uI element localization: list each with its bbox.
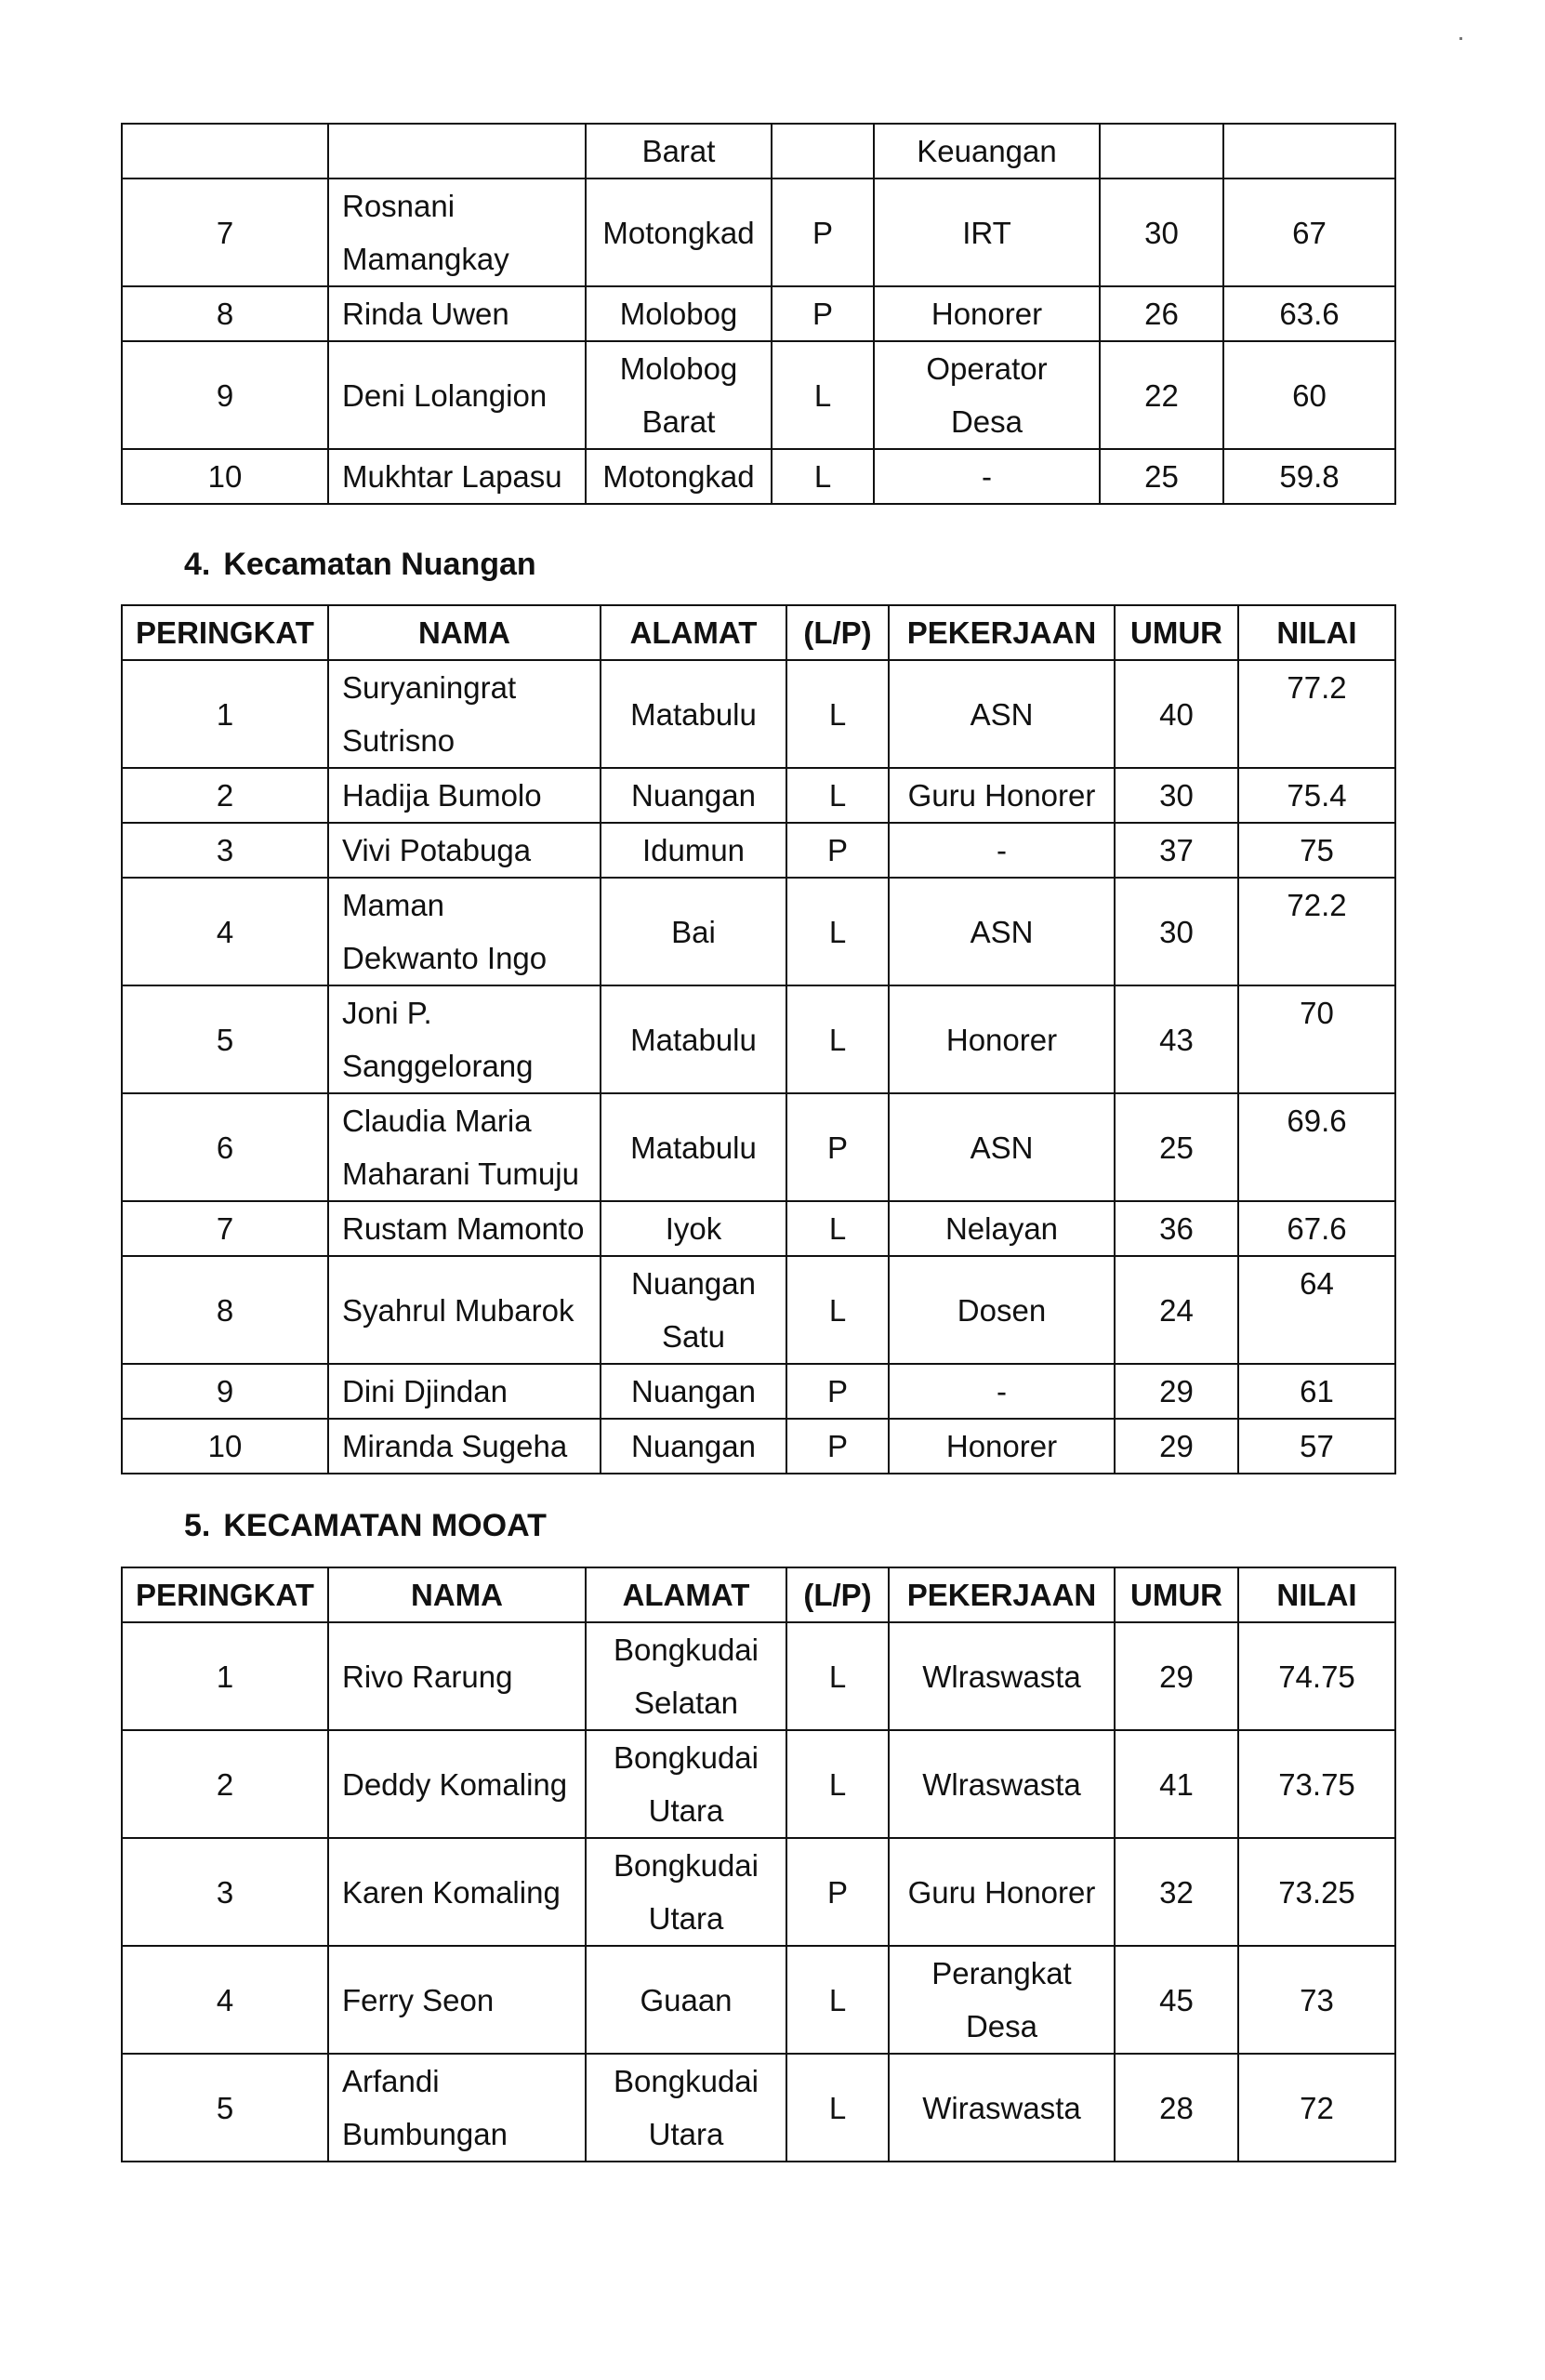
job-cell	[889, 1946, 1115, 2054]
rank-cell: 3	[122, 1838, 328, 1946]
table-row	[122, 286, 1395, 341]
gender-cell: P	[786, 1419, 889, 1474]
address-cell-line: Nuangan	[631, 778, 756, 813]
gender-cell: L	[786, 1622, 889, 1730]
gender-cell: L	[786, 1730, 889, 1838]
address-cell	[586, 2054, 786, 2162]
name-cell	[328, 1419, 601, 1474]
column-header: NAMA	[328, 605, 601, 660]
name-cell-line: Dekwanto Ingo	[342, 941, 548, 975]
age-cell: 40	[1115, 660, 1238, 768]
rank-cell: 8	[122, 1256, 328, 1364]
name-cell	[328, 2054, 586, 2162]
score-cell: 75.4	[1238, 768, 1395, 823]
name-cell-line: Claudia Maria	[342, 1104, 532, 1138]
name-cell-line: Sanggelorang	[342, 1049, 534, 1083]
name-cell-line: Hadija Bumolo	[342, 778, 542, 813]
address-cell	[601, 1419, 786, 1474]
age-cell: 28	[1115, 2054, 1238, 2162]
name-cell-line: Miranda Sugeha	[342, 1429, 568, 1463]
job-cell	[889, 1201, 1115, 1256]
table-row	[122, 1622, 1395, 1730]
address-cell-line: Molobog	[619, 297, 738, 331]
name-cell	[328, 1838, 586, 1946]
rank-cell: 6	[122, 1093, 328, 1201]
address-cell	[586, 1946, 786, 2054]
job-cell	[889, 1256, 1115, 1364]
rank-cell: 5	[122, 985, 328, 1093]
job-cell-line: Dosen	[957, 1292, 1047, 1328]
job-cell-line: Wiraswasta	[922, 2090, 1081, 2125]
column-header: ALAMAT	[601, 605, 786, 660]
section-title: KECAMATAN MOOAT	[223, 1508, 547, 1543]
address-cell-line: Selatan	[634, 1686, 738, 1720]
score-cell: 69.6	[1238, 1093, 1395, 1201]
address-cell	[586, 1622, 786, 1730]
name-cell-line: Bumbungan	[342, 2117, 508, 2151]
address-cell	[586, 1730, 786, 1838]
name-cell	[328, 660, 601, 768]
job-cell-line: Keuangan	[917, 134, 1057, 168]
address-cell	[586, 341, 772, 449]
ranking-table-body	[122, 1622, 1395, 2162]
gender-cell: L	[786, 1201, 889, 1256]
job-cell-line: Desa	[965, 2009, 1038, 2043]
job-cell	[889, 660, 1115, 768]
job-cell	[889, 985, 1115, 1093]
age-cell: 41	[1115, 1730, 1238, 1838]
score-cell: 72.2	[1238, 878, 1395, 985]
score-cell: 59.8	[1223, 449, 1395, 504]
section-heading-nuangan	[184, 547, 536, 583]
gender-cell: L	[772, 449, 874, 504]
name-cell-line: Rosnani	[342, 189, 456, 223]
ranking-table-continued	[121, 123, 1396, 505]
table-row	[122, 823, 1395, 878]
address-cell-line: Nuangan	[631, 1266, 756, 1301]
name-cell	[328, 449, 586, 504]
age-cell: 29	[1115, 1419, 1238, 1474]
age-cell: 43	[1115, 985, 1238, 1093]
column-header: (L/P)	[786, 1567, 889, 1622]
gender-cell: L	[786, 1946, 889, 2054]
job-cell-line: -	[997, 833, 1007, 867]
name-cell	[328, 178, 586, 286]
age-cell	[1100, 124, 1223, 178]
table-row	[122, 449, 1395, 504]
age-cell: 22	[1100, 341, 1223, 449]
name-cell	[328, 124, 586, 178]
job-cell-line: ASN	[970, 1130, 1034, 1165]
address-cell	[601, 660, 786, 768]
rank-cell: 5	[122, 2054, 328, 2162]
name-cell	[328, 1622, 586, 1730]
section-title: Kecamatan Nuangan	[223, 547, 536, 582]
name-cell	[328, 1364, 601, 1419]
name-cell-line: Suryaningrat	[342, 670, 517, 705]
address-cell-line: Barat	[641, 404, 716, 439]
rank-cell: 8	[122, 286, 328, 341]
address-cell	[601, 768, 786, 823]
address-cell	[601, 985, 786, 1093]
column-header: NILAI	[1238, 1567, 1395, 1622]
address-cell-line: Motongkad	[602, 459, 755, 494]
rank-cell: 4	[122, 878, 328, 985]
table-row	[122, 341, 1395, 449]
score-cell: 63.6	[1223, 286, 1395, 341]
table-row	[122, 985, 1395, 1093]
job-cell-line: Honorer	[945, 1022, 1058, 1057]
address-cell-line: Utara	[648, 2117, 724, 2151]
rank-cell: 3	[122, 823, 328, 878]
table-row	[122, 768, 1395, 823]
name-cell-line: Rinda Uwen	[342, 297, 509, 331]
gender-cell: L	[786, 768, 889, 823]
job-cell-line: Honorer	[931, 297, 1043, 331]
ranking-table-header	[122, 605, 1395, 660]
name-cell-line: Maharani Tumuju	[342, 1157, 579, 1191]
score-cell: 67.6	[1238, 1201, 1395, 1256]
table-row	[122, 178, 1395, 286]
age-cell: 26	[1100, 286, 1223, 341]
address-cell-line: Guaan	[640, 1982, 733, 2017]
job-cell	[889, 2054, 1115, 2162]
job-cell	[889, 878, 1115, 985]
address-cell-line: Iyok	[665, 1211, 722, 1246]
scan-speck	[1459, 37, 1462, 40]
score-cell: 73.75	[1238, 1730, 1395, 1838]
rank-cell: 7	[122, 1201, 328, 1256]
address-cell-line: Matabulu	[630, 1022, 757, 1057]
section-number: 4.	[184, 547, 211, 582]
gender-cell: P	[772, 286, 874, 341]
address-cell	[601, 823, 786, 878]
rank-cell: 10	[122, 449, 328, 504]
column-header: PEKERJAAN	[889, 605, 1115, 660]
age-cell: 36	[1115, 1201, 1238, 1256]
table-row	[122, 2054, 1395, 2162]
address-cell-line: Bai	[671, 914, 716, 949]
score-cell: 60	[1223, 341, 1395, 449]
job-cell-line: Desa	[950, 404, 1023, 439]
table-row	[122, 660, 1395, 768]
column-header: PEKERJAAN	[889, 1567, 1115, 1622]
column-header: PERINGKAT	[122, 605, 328, 660]
address-cell	[586, 286, 772, 341]
job-cell	[889, 1730, 1115, 1838]
gender-cell: L	[786, 660, 889, 768]
address-cell	[601, 1201, 786, 1256]
name-cell	[328, 1093, 601, 1201]
section-number: 5.	[184, 1508, 211, 1543]
address-cell-line: Utara	[648, 1901, 724, 1936]
score-cell: 67	[1223, 178, 1395, 286]
score-cell: 61	[1238, 1364, 1395, 1419]
job-cell-line: ASN	[970, 696, 1034, 732]
job-cell-line: -	[982, 459, 992, 494]
gender-cell: L	[772, 341, 874, 449]
score-cell: 70	[1238, 985, 1395, 1093]
column-header: NAMA	[328, 1567, 586, 1622]
table-row	[122, 124, 1395, 178]
job-cell-line: Guru Honorer	[907, 1874, 1096, 1910]
job-cell-line: Wlraswasta	[922, 1766, 1081, 1802]
address-cell-line: Bongkudai	[614, 1633, 759, 1667]
rank-cell: 10	[122, 1419, 328, 1474]
address-cell	[601, 878, 786, 985]
name-cell-line: Sutrisno	[342, 723, 456, 758]
job-cell-line: Wlraswasta	[922, 1659, 1081, 1694]
column-header: PERINGKAT	[122, 1567, 328, 1622]
address-cell	[601, 1093, 786, 1201]
gender-cell: P	[786, 1838, 889, 1946]
name-cell-line: Maman	[342, 888, 445, 922]
name-cell	[328, 1201, 601, 1256]
name-cell-line: Deddy Komaling	[342, 1766, 568, 1802]
address-cell-line: Matabulu	[630, 1130, 757, 1165]
section-heading-mooat	[184, 1508, 547, 1544]
rank-cell: 9	[122, 341, 328, 449]
name-cell-line: Syahrul Mubarok	[342, 1292, 574, 1328]
table-row	[122, 1946, 1395, 2054]
address-cell-line: Barat	[641, 134, 716, 168]
table-row	[122, 1838, 1395, 1946]
name-cell-line: Mamangkay	[342, 242, 509, 276]
address-cell-line: Bongkudai	[614, 2064, 759, 2098]
rank-cell: 1	[122, 660, 328, 768]
address-cell	[586, 178, 772, 286]
age-cell: 25	[1100, 449, 1223, 504]
name-cell-line: Ferry Seon	[342, 1982, 495, 2017]
name-cell	[328, 985, 601, 1093]
score-cell: 74.75	[1238, 1622, 1395, 1730]
job-cell-line: Guru Honorer	[907, 778, 1096, 813]
job-cell-line: Nelayan	[944, 1211, 1059, 1246]
rank-cell: 9	[122, 1364, 328, 1419]
name-cell-line: Arfandi	[342, 2064, 440, 2098]
job-cell-line: ASN	[970, 914, 1034, 949]
score-cell: 77.2	[1238, 660, 1395, 768]
name-cell-line: Dini Djindan	[342, 1374, 508, 1408]
header-row	[122, 605, 1395, 660]
score-cell: 72	[1238, 2054, 1395, 2162]
gender-cell: P	[786, 823, 889, 878]
age-cell: 37	[1115, 823, 1238, 878]
job-cell	[889, 1093, 1115, 1201]
ranking-table-header	[122, 1567, 1395, 1622]
ranking-table-body	[122, 660, 1395, 1474]
job-cell	[874, 178, 1100, 286]
job-cell	[889, 1622, 1115, 1730]
address-cell-line: Utara	[648, 1793, 724, 1828]
name-cell-line: Rivo Rarung	[342, 1659, 513, 1694]
table-row	[122, 1730, 1395, 1838]
age-cell: 30	[1100, 178, 1223, 286]
gender-cell: L	[786, 985, 889, 1093]
age-cell: 24	[1115, 1256, 1238, 1364]
gender-cell: L	[786, 2054, 889, 2162]
rank-cell: 2	[122, 768, 328, 823]
job-cell	[874, 449, 1100, 504]
job-cell-line: -	[997, 1374, 1007, 1408]
column-header: NILAI	[1238, 605, 1395, 660]
age-cell: 30	[1115, 768, 1238, 823]
gender-cell: P	[786, 1093, 889, 1201]
ranking-table-nuangan	[121, 604, 1396, 1474]
table-row	[122, 1419, 1395, 1474]
name-cell	[328, 286, 586, 341]
name-cell	[328, 768, 601, 823]
rank-cell: 1	[122, 1622, 328, 1730]
job-cell	[889, 1419, 1115, 1474]
score-cell: 73	[1238, 1946, 1395, 2054]
column-header: (L/P)	[786, 605, 889, 660]
score-cell	[1223, 124, 1395, 178]
rank-cell: 2	[122, 1730, 328, 1838]
table-row	[122, 1093, 1395, 1201]
gender-cell: L	[786, 1256, 889, 1364]
age-cell: 25	[1115, 1093, 1238, 1201]
name-cell-line: Karen Komaling	[342, 1874, 561, 1910]
column-header: UMUR	[1115, 1567, 1238, 1622]
name-cell	[328, 341, 586, 449]
name-cell	[328, 1256, 601, 1364]
address-cell-line: Bongkudai	[614, 1740, 759, 1775]
name-cell-line: Vivi Potabuga	[342, 833, 532, 867]
score-cell: 64	[1238, 1256, 1395, 1364]
age-cell: 30	[1115, 878, 1238, 985]
rank-cell: 7	[122, 178, 328, 286]
column-header: ALAMAT	[586, 1567, 786, 1622]
address-cell	[601, 1256, 786, 1364]
name-cell	[328, 878, 601, 985]
gender-cell: P	[772, 178, 874, 286]
name-cell	[328, 823, 601, 878]
address-cell	[586, 1838, 786, 1946]
gender-cell: P	[786, 1364, 889, 1419]
job-cell-line: IRT	[962, 215, 1011, 250]
table-row	[122, 1201, 1395, 1256]
address-cell-line: Nuangan	[631, 1429, 756, 1463]
age-cell: 29	[1115, 1622, 1238, 1730]
table-row	[122, 878, 1395, 985]
name-cell-line: Mukhtar Lapasu	[342, 459, 562, 494]
job-cell-line: Operator	[926, 351, 1048, 386]
name-cell-line: Joni P.	[342, 996, 432, 1030]
address-cell-line: Motongkad	[602, 215, 755, 250]
table-row	[122, 1256, 1395, 1364]
job-cell-line: Honorer	[945, 1429, 1058, 1463]
gender-cell	[772, 124, 874, 178]
address-cell-line: Molobog	[619, 351, 738, 386]
address-cell	[601, 1364, 786, 1419]
job-cell	[889, 1838, 1115, 1946]
address-cell-line: Bongkudai	[614, 1848, 759, 1883]
header-row	[122, 1567, 1395, 1622]
gender-cell: L	[786, 878, 889, 985]
address-cell	[586, 449, 772, 504]
age-cell: 45	[1115, 1946, 1238, 2054]
table-row	[122, 1364, 1395, 1419]
rank-cell: 4	[122, 1946, 328, 2054]
name-cell	[328, 1946, 586, 2054]
score-cell: 75	[1238, 823, 1395, 878]
address-cell-line: Idumun	[641, 833, 746, 867]
job-cell	[874, 124, 1100, 178]
address-cell-line: Satu	[662, 1319, 725, 1354]
job-cell	[889, 823, 1115, 878]
job-cell-line: Perangkat	[931, 1956, 1072, 1990]
age-cell: 32	[1115, 1838, 1238, 1946]
job-cell	[874, 341, 1100, 449]
ranking-table-mooat	[121, 1567, 1396, 2162]
address-cell-line: Matabulu	[630, 696, 757, 732]
column-header: UMUR	[1115, 605, 1238, 660]
job-cell	[889, 1364, 1115, 1419]
job-cell	[889, 768, 1115, 823]
address-cell-line: Nuangan	[631, 1374, 756, 1408]
name-cell-line: Rustam Mamonto	[342, 1211, 585, 1246]
address-cell	[586, 124, 772, 178]
rank-cell	[122, 124, 328, 178]
score-cell: 73.25	[1238, 1838, 1395, 1946]
name-cell-line: Deni Lolangion	[342, 377, 548, 413]
job-cell	[874, 286, 1100, 341]
age-cell: 29	[1115, 1364, 1238, 1419]
score-cell: 57	[1238, 1419, 1395, 1474]
name-cell	[328, 1730, 586, 1838]
ranking-table-body	[122, 124, 1395, 504]
